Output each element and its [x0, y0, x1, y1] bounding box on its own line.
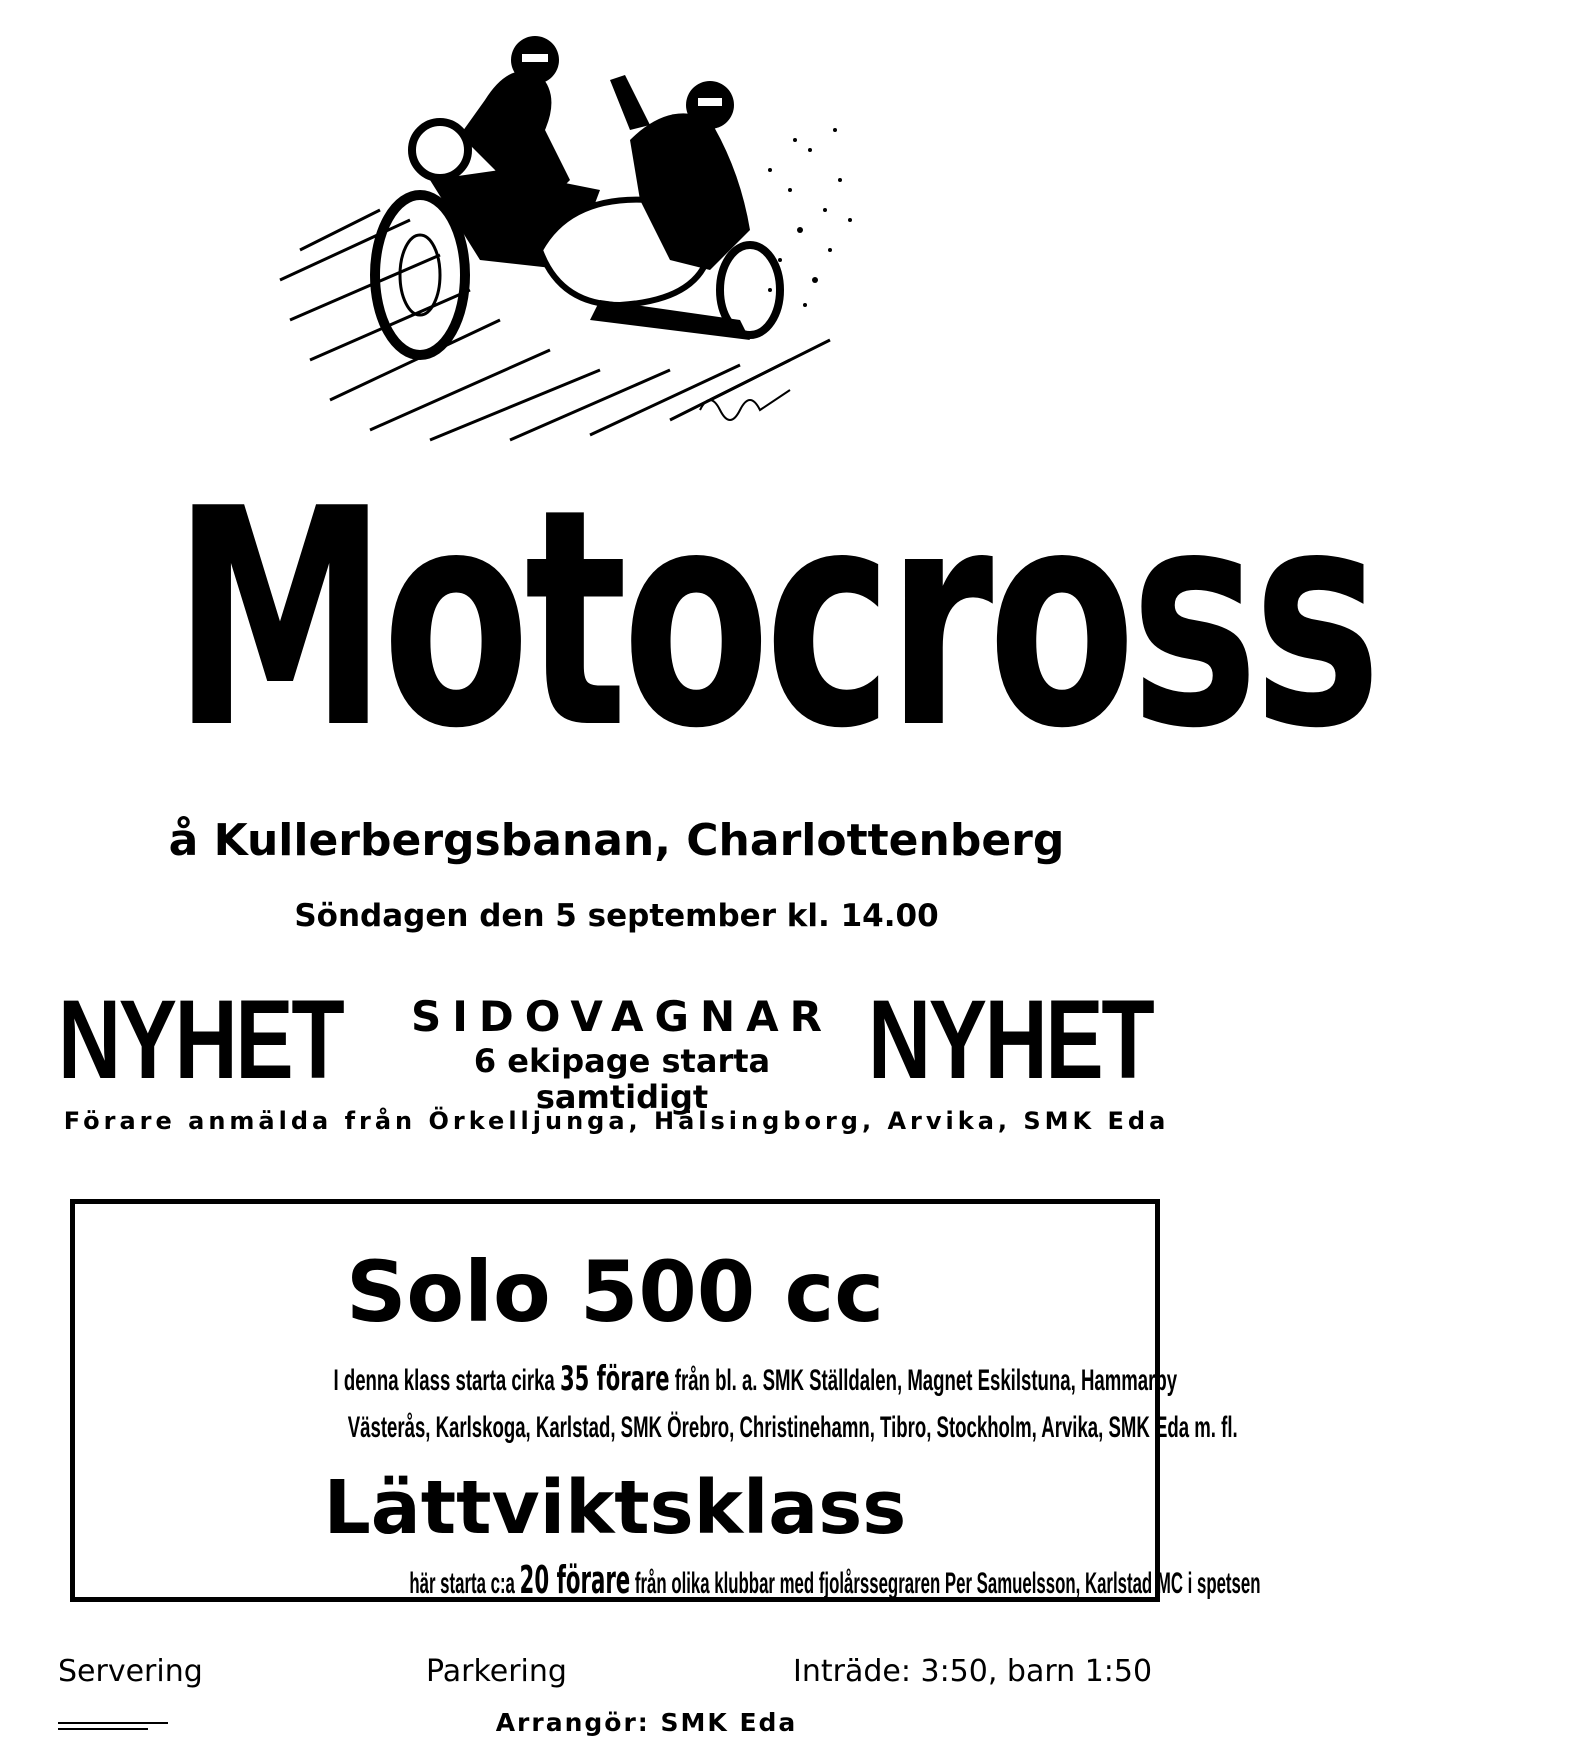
solo-line1-post: från bl. a. SMK Ställdalen, Magnet Eskilstuna, Hammarby [674, 1364, 1178, 1397]
footer-parkering: Parkering [426, 1654, 567, 1689]
organizer-line: Arrangör: SMK Eda [495, 1708, 798, 1737]
solo-heading: Solo 500 cc [345, 1243, 885, 1341]
solo-description-line2 [75, 1411, 1238, 1445]
sidecar-motorcycle-illustration [270, 20, 870, 450]
latt-line-pre: här starta c:a [409, 1567, 515, 1600]
ekipage-line: 6 ekipage starta samtidigt [473, 1042, 771, 1116]
poster-title: Motocross [172, 445, 1376, 794]
solo-line1-pre: I denna klass starta cirka [333, 1364, 555, 1397]
footer-intrade: Inträde: 3:50, barn 1:50 [793, 1654, 1153, 1689]
latt-line-bold: 20 förare [519, 1558, 631, 1602]
solo-description-line1 [75, 1359, 1178, 1399]
lattvikt-heading: Lättviktsklass [323, 1465, 907, 1551]
footer-servering: Servering [58, 1654, 203, 1689]
solo-line2-text: Västerås, Karlskoga, Karlstad, SMK Örebro, Christinehamn, Tibro, Stockholm, Arvika, SMK Eda m. fl. [347, 1411, 1238, 1444]
nyhet-left: NYHET [58, 977, 343, 1102]
date-line: Söndagen den 5 september kl. 14.00 [294, 898, 939, 934]
drivers-line: Förare anmälda från Örkelljunga, Hälsingborg, Arvika, SMK Eda [63, 1107, 1170, 1135]
latt-line-post: från olika klubbar med fjolårssegraren Per Samuelsson, Karlstad MC i spetsen [634, 1567, 1261, 1600]
classes-box [70, 1199, 1261, 1602]
venue-line: å Kullerbergsbanan, Charlottenberg [168, 815, 1065, 866]
solo-line1-bold: 35 förare [559, 1359, 670, 1399]
sidovagnar-heading: SIDOVAGNAR [411, 992, 833, 1041]
nyhet-right: NYHET [868, 977, 1153, 1102]
lattvikt-description [75, 1558, 1261, 1602]
